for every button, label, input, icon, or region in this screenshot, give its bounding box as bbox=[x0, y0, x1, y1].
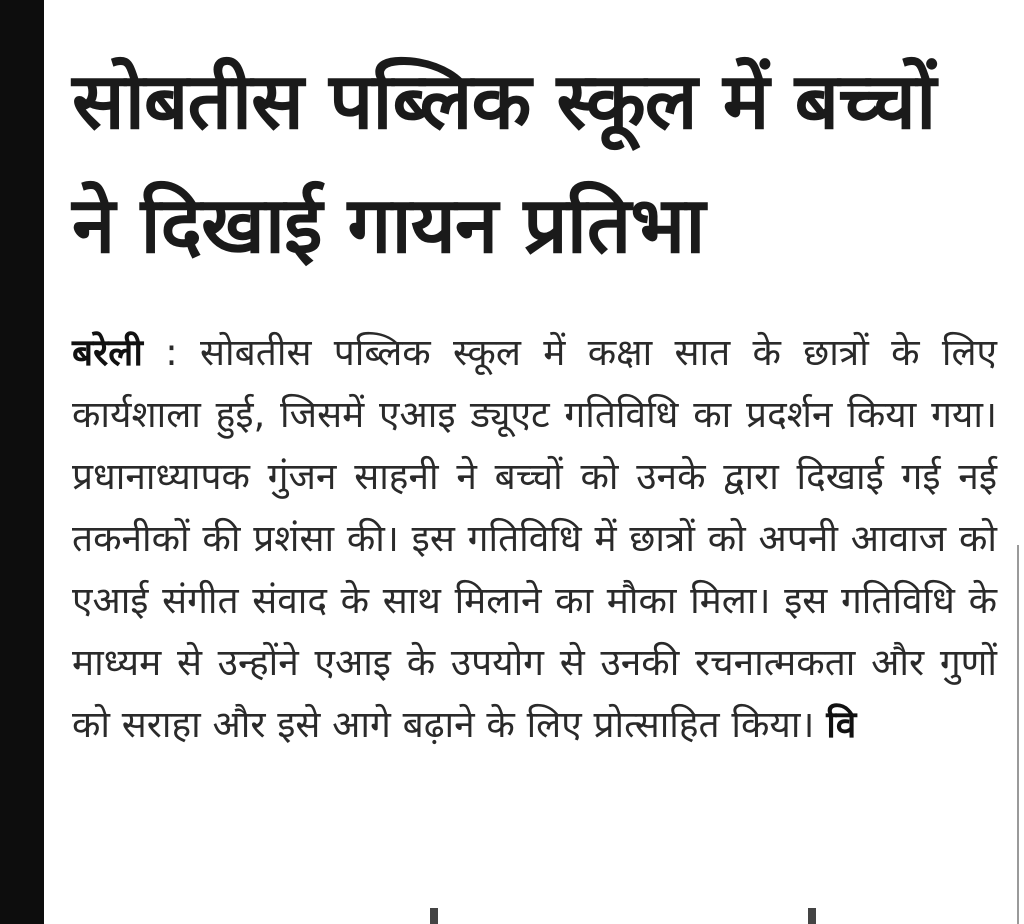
dateline-separator: : bbox=[142, 331, 201, 374]
news-article bbox=[72, 40, 997, 756]
reporter-initial: वि bbox=[826, 703, 857, 746]
next-article-fragment bbox=[808, 908, 816, 924]
left-border-bar bbox=[0, 0, 44, 924]
dateline: बरेली bbox=[72, 331, 143, 374]
headline-line-1: सोबतीस पब्लिक स्कूल में बच्चों bbox=[72, 57, 936, 147]
article-body bbox=[72, 322, 997, 756]
headline bbox=[72, 40, 997, 288]
body-text: सोबतीस पब्लिक स्कूल में कक्षा सात के छात्रों के लिए कार्यशाला हुई, जिसमें एआइ ड्यूएट गतिविधि का प्रदर्शन किया गया। प्रधानाध्यापक गुंजन साहनी ने बच्चों को उनके द्वारा दिखाई गई नई तकनीकों की प्रशंसा की। इस गतिविधि में छात्रों को अपनी आवाज को एआई संगीत संवाद के साथ मिलाने का मौका मिला। इस गतिविधि के माध्यम से उन्होंने एआइ के उपयोग से उनकी रचनात्मकता और गुणों को सराहा और इसे आगे बढ़ाने के लिए प्रोत्साहित किया। bbox=[72, 331, 997, 746]
headline-line-2: ने दिखाई गायन प्रतिभा bbox=[72, 181, 705, 271]
column-divider bbox=[1017, 545, 1019, 924]
next-article-fragment bbox=[430, 908, 438, 924]
